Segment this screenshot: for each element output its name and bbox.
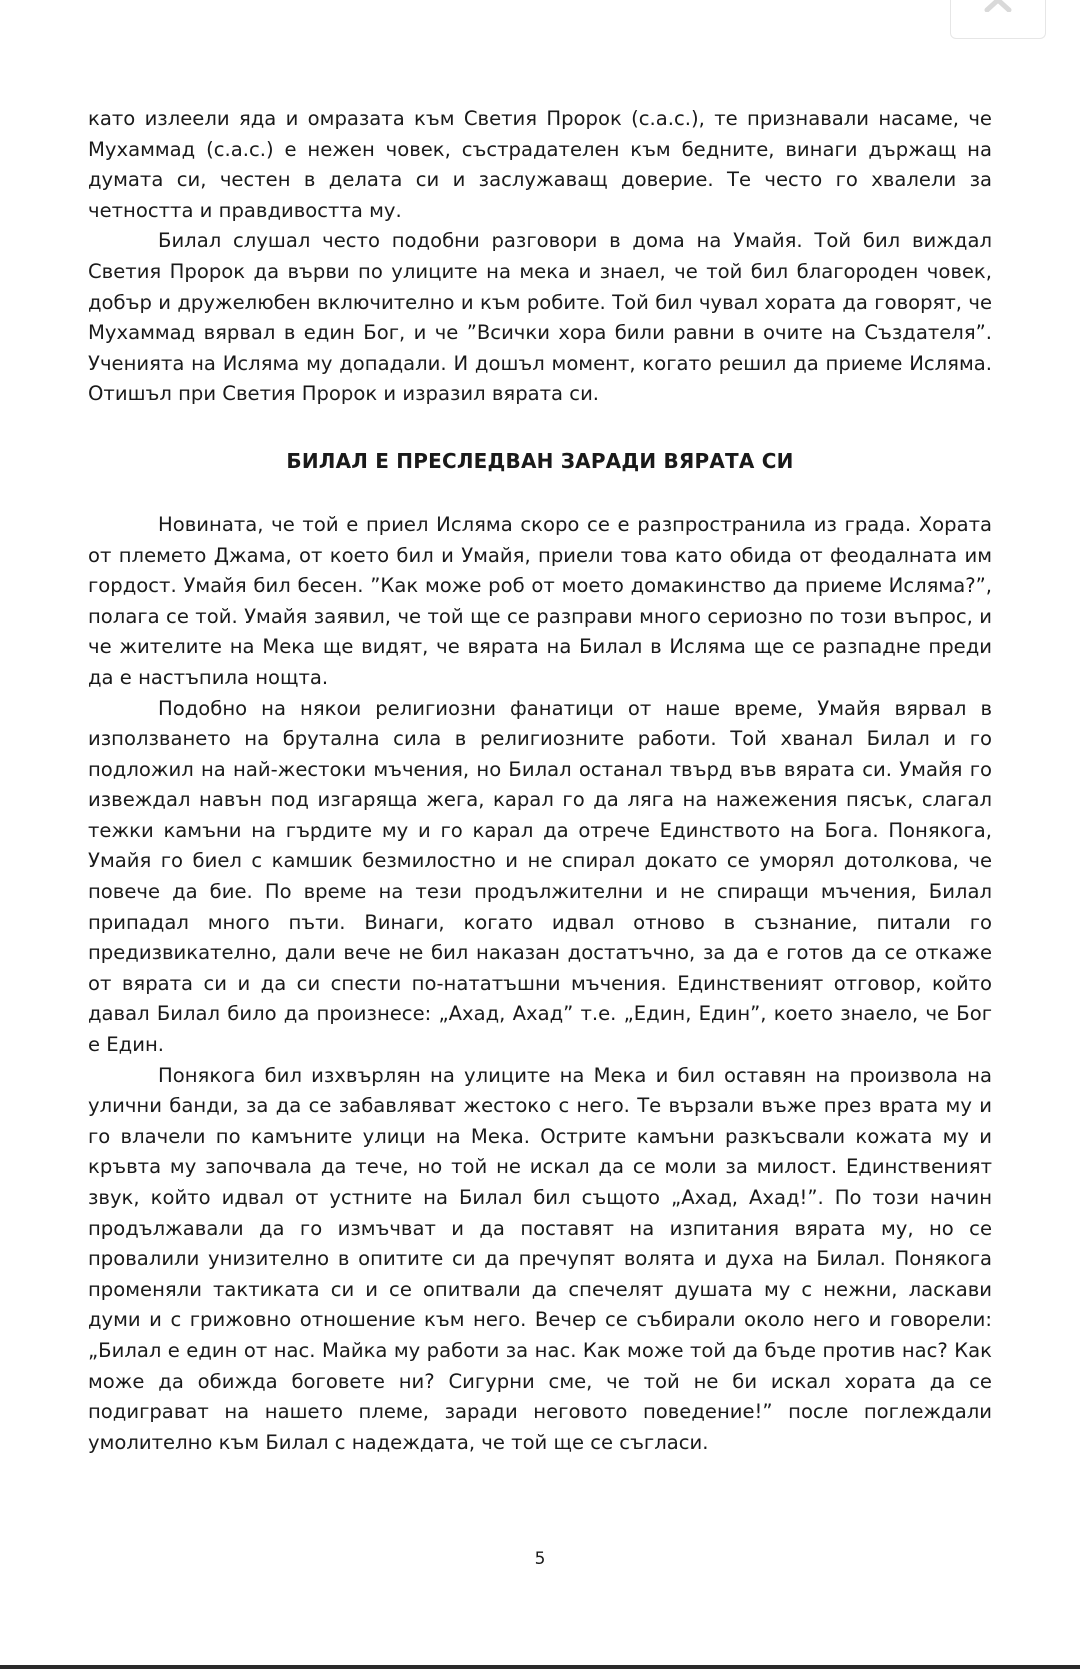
- paragraph-3: Новината, че той е приел Исляма скоро се е разпространила из града. Хората от племето Джама, от което бил и Умайя, приели това като обида от феодалната им гордост. Умайя бил бесен. ”Как може роб от моето домакинство да приеме Исляма?”, полага се той. Умайя заявил, че той ще се разправи много сериозно по този въпрос, и че жителите на Мека ще видят, че вярата на Билал в Исляма ще се разпадне преди да е настъпила нощта.: [88, 512, 992, 689]
- paragraph-1: като излеели яда и омразата към Светия Пророк (с.а.с.), те признавали насаме, че Мухаммад (с.а.с.) е нежен човек, състрадателен към бедните, винаги държащ на думата си, честен в делата си и заслужаващ доверие. Те често го хвалели за четността и правдивостта му.: [88, 107, 992, 222]
- paragraph-2: Билал слушал често подобни разговори в дома на Умайя. Той бил виждал Светия Пророк да върви по улиците на мека и знаел, че той бил благороден човек, добър и дружелюбен включително и към робите. Той бил чувал хората да говорят, че Мухаммад вярвал в един Бог, и че ”Всички хора били равни в очите на Създателя”. Ученията на Исляма му допадали. И дошъл момент, когато решил да приеме Исляма. Отишъл при Светия Пророк и изразил вярата си.: [88, 229, 992, 406]
- close-icon: [983, 0, 1013, 12]
- paragraph-4: Подобно на някои религиозни фанатици от наше време, Умайя вярвал в използването на брутална сила в религиозните работи. Той хванал Билал и го подложил на най-жестоки мъчения, но Билал останал твърд във вярата си. Умайя го извеждал навън под изгаряща жега, карал го да ляга на нажежения пясък, слагал тежки камъни на гърдите му и го карал да отрече Единството на Бога. Понякога, Умайя го биел с камшик безмилостно и не спирал докато се уморял дотолкова, че повече да бие. По време на тези продължителни и не спиращи мъчения, Билал припадал много пъти. Винаги, когато идвал отново в съзнание, питали го предизвикателно, дали вече не бил наказан достатъчно, за да е готов да се откаже от вярата си и да си спести по-нататъшни мъчения. Единственият отговор, който давал Билал било да произнесе: „Ахад, Ахад” т.е. „Един, Един”, което знаело, че Бог е Един.: [88, 696, 992, 1057]
- page-number: 5: [534, 1549, 546, 1569]
- section-heading: БИЛАЛ Е ПРЕСЛЕДВАН ЗАРАДИ ВЯРАТА СИ: [286, 448, 794, 473]
- bottom-divider: [0, 1665, 1080, 1669]
- close-button[interactable]: [950, 0, 1046, 39]
- document-page: [88, 104, 992, 1458]
- paragraph-5: Понякога бил изхвърлян на улиците на Мека и бил оставян на произвола на улични банди, за да се забавляват жестоко с него. Те вързали въже през врата му и го влачели по камъните улици на Мека. Острите камъни разкъсвали кожата му и кръвта му започвала да тече, но той не искал да се моли за милост. Единственият звук, който идвал от устните на Билал бил същото „Ахад, Ахад!”. По този начин продължавали да го измъчват и да поставят на изпитания вярата му, но се провалили унизително в опитите си да пречупят волята и духа на Билал. Понякога променяли тактиката си и се опитвали да спечелят душата му с нежни, ласкави думи и с грижовно отношение към него. Вечер се събирали около него и говорели: „Билал е един от нас. Майка му работи за нас. Как може той да бъде против нас? Как може да обижда боговете ни? Сигурни сме, че той не би искал хората да се подиграват на нашето племе, заради неговото поведение!” после поглеждали умолително към Билал с надеждата, че той ще се съгласи.: [88, 1063, 992, 1454]
